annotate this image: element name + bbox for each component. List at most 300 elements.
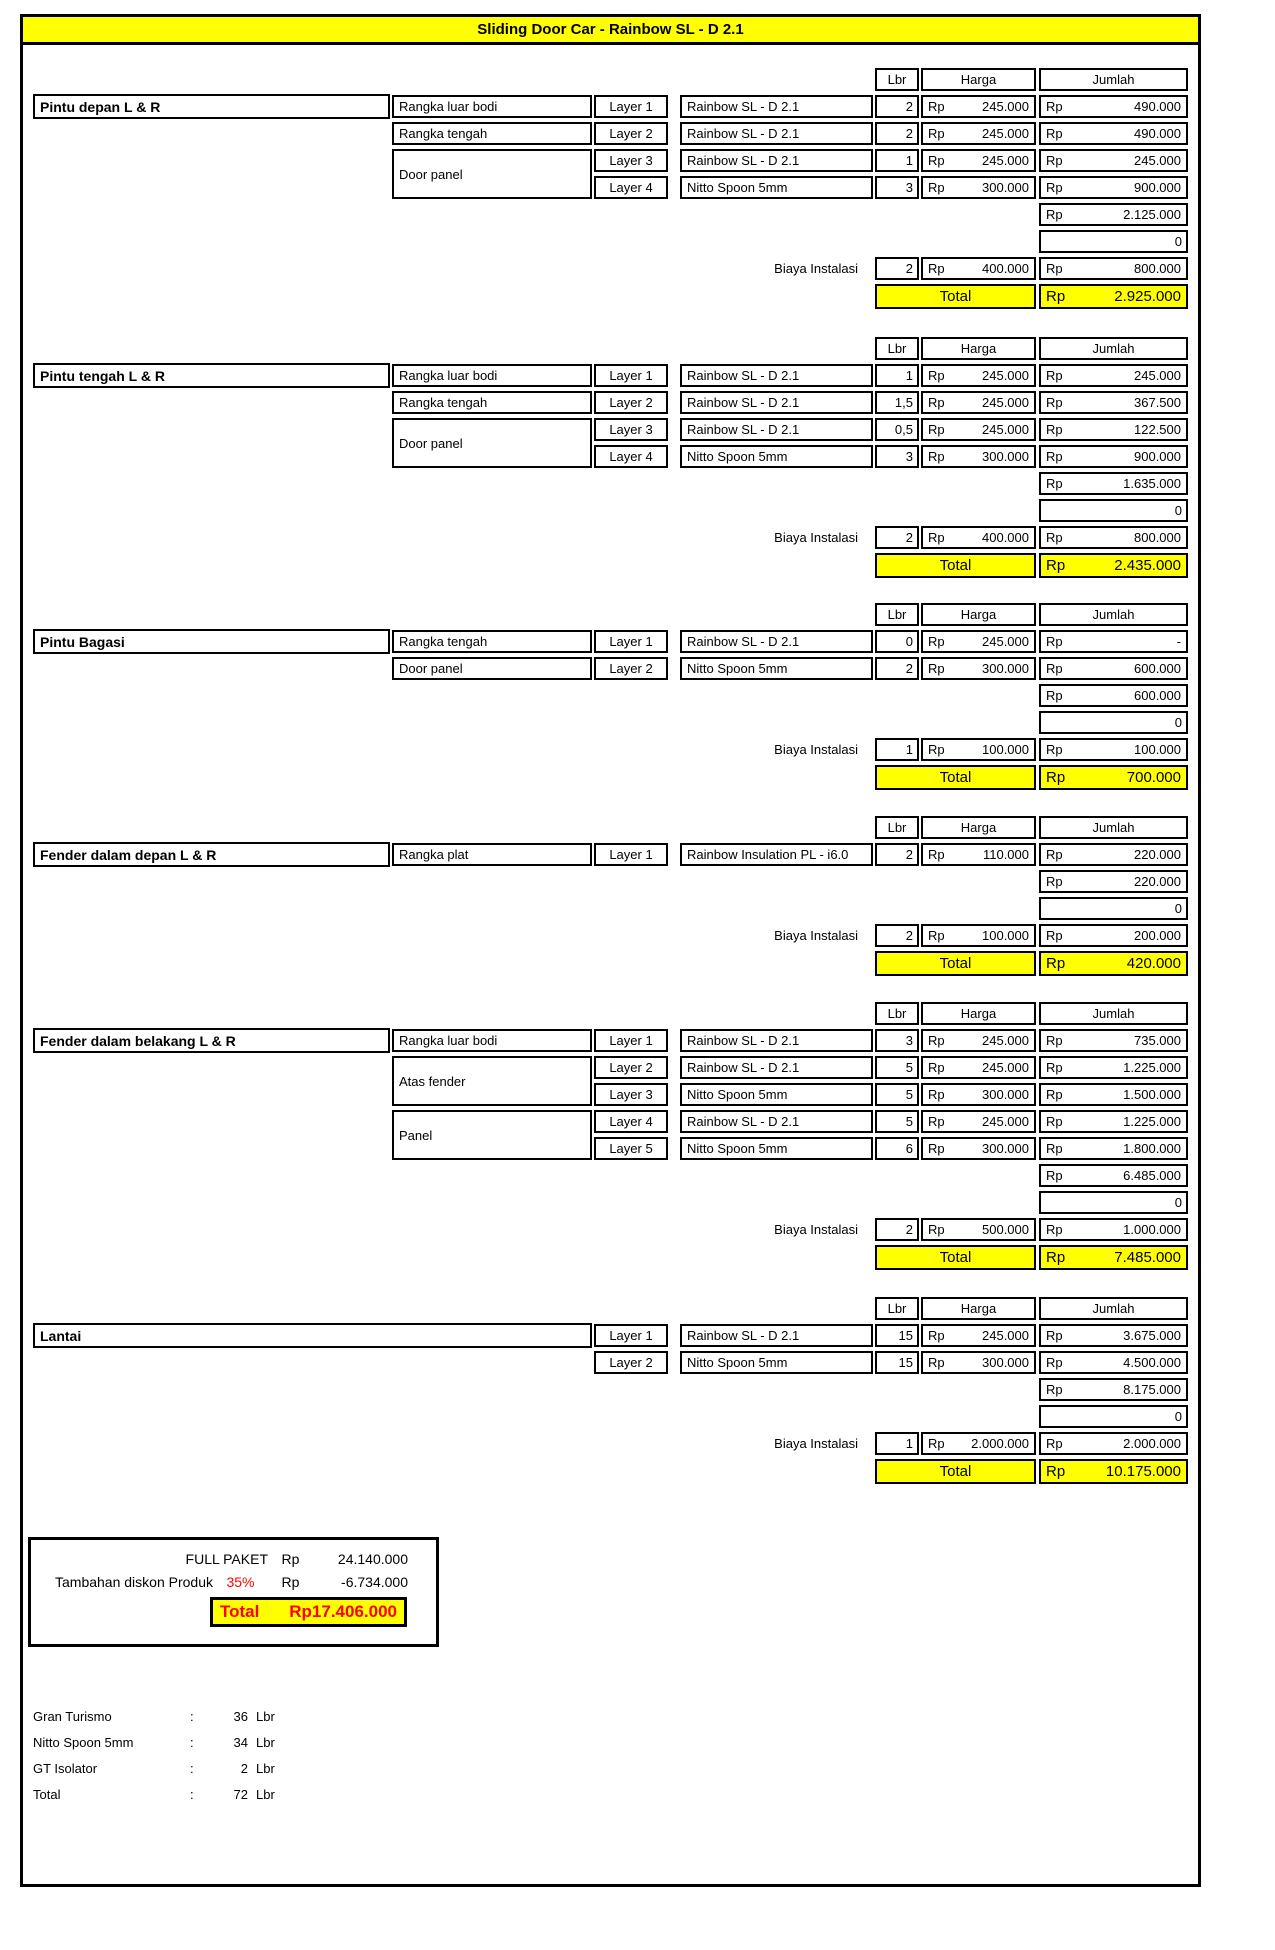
jumlah-value: 490.000 xyxy=(1134,99,1181,114)
material-cell xyxy=(680,1110,873,1133)
harga-value: 245.000 xyxy=(982,368,1029,383)
installation-label xyxy=(600,1218,867,1241)
layer-label: Layer 2 xyxy=(609,395,653,410)
jumlah-value: 600.000 xyxy=(1134,661,1181,676)
lbr-value: 0,5 xyxy=(894,422,913,437)
layer-cell xyxy=(594,391,668,414)
part-cell xyxy=(392,1056,592,1106)
currency-label: Rp xyxy=(1046,207,1063,222)
installation-lbr-value: 2 xyxy=(905,1222,913,1237)
currency-label: Rp xyxy=(928,661,945,676)
installation-harga xyxy=(921,924,1036,947)
material-unit: Lbr xyxy=(256,1786,275,1802)
harga-value: 245.000 xyxy=(982,1033,1029,1048)
summary-box xyxy=(28,1537,439,1647)
part-cell xyxy=(392,630,592,653)
installation-jumlah-value: 800.000 xyxy=(1134,261,1181,276)
installation-label-text: Biaya Instalasi xyxy=(774,1436,858,1451)
part-label: Door panel xyxy=(399,435,463,451)
material-row xyxy=(33,1729,296,1755)
subtotal-cell xyxy=(1039,1164,1188,1187)
lbr-cell xyxy=(875,1029,919,1052)
discount-row xyxy=(43,1570,408,1593)
part-label: Rangka plat xyxy=(399,847,469,862)
currency-label: Rp xyxy=(1046,557,1066,574)
layer-label: Layer 4 xyxy=(609,1114,653,1129)
harga-cell xyxy=(921,657,1036,680)
jumlah-cell xyxy=(1039,657,1188,680)
zero-value: 0 xyxy=(1174,1409,1182,1424)
harga-value: 300.000 xyxy=(982,1355,1029,1370)
harga-value: 245.000 xyxy=(982,153,1029,168)
layer-label: Layer 4 xyxy=(609,449,653,464)
material-cell xyxy=(680,418,873,441)
discount-value: -6.734.000 xyxy=(341,1573,408,1590)
jumlah-cell xyxy=(1039,1324,1188,1347)
currency-label: Rp xyxy=(928,1033,945,1048)
currency-label: Rp xyxy=(928,634,945,649)
layer-label: Layer 2 xyxy=(609,1060,653,1075)
subtotal-value: 600.000 xyxy=(1134,688,1181,703)
grand-total-value: Rp17.406.000 xyxy=(289,1602,397,1621)
currency-label: Rp xyxy=(1046,928,1063,943)
currency-label: Rp xyxy=(1046,1355,1063,1370)
section-title-label: Pintu depan L & R xyxy=(40,98,161,115)
part-cell xyxy=(392,1029,592,1052)
lbr-cell xyxy=(875,1110,919,1133)
harga-value: 300.000 xyxy=(982,449,1029,464)
col-header-label: Jumlah xyxy=(1092,341,1135,356)
material-cell xyxy=(680,364,873,387)
harga-value: 245.000 xyxy=(982,1114,1029,1129)
jumlah-value: 1.225.000 xyxy=(1123,1060,1181,1075)
material-cell xyxy=(680,1351,873,1374)
discount-label: Tambahan diskon Produk xyxy=(55,1573,213,1590)
col-header-label: Lbr xyxy=(887,820,907,835)
harga-value: 300.000 xyxy=(982,1087,1029,1102)
currency-label: Rp xyxy=(928,99,945,114)
part-cell xyxy=(392,657,592,680)
subtotal-value: 2.125.000 xyxy=(1123,207,1181,222)
total-label-text: Total xyxy=(939,557,972,574)
material-label: Rainbow SL - D 2.1 xyxy=(687,1060,800,1075)
layer-label: Layer 1 xyxy=(609,368,653,383)
material-cell xyxy=(680,1083,873,1106)
section-total-label xyxy=(875,553,1036,578)
part-label: Atas fender xyxy=(399,1073,466,1089)
layer-label: Layer 1 xyxy=(609,1033,653,1048)
layer-cell xyxy=(594,843,668,866)
material-cell xyxy=(680,657,873,680)
installation-jumlah xyxy=(1039,924,1188,947)
col-header-label: Harga xyxy=(960,607,997,622)
installation-lbr-value: 1 xyxy=(905,1436,913,1451)
installation-jumlah-value: 100.000 xyxy=(1134,742,1181,757)
harga-value: 110.000 xyxy=(982,847,1029,862)
currency-label: Rp xyxy=(1046,1463,1066,1480)
col-header-lbr xyxy=(875,68,919,91)
col-header-label: Harga xyxy=(960,341,997,356)
currency-label: Rp xyxy=(928,742,945,757)
currency-label: Rp xyxy=(928,1087,945,1102)
section-title-label: Lantai xyxy=(40,1327,82,1344)
currency-label: Rp xyxy=(1046,1168,1063,1183)
jumlah-cell xyxy=(1039,122,1188,145)
installation-label xyxy=(600,257,867,280)
lbr-value: 0 xyxy=(905,634,913,649)
lbr-cell xyxy=(875,1056,919,1079)
currency-label: Rp xyxy=(928,261,945,276)
harga-cell xyxy=(921,149,1036,172)
harga-value: 300.000 xyxy=(982,1141,1029,1156)
jumlah-value: - xyxy=(1176,634,1181,649)
installation-label-text: Biaya Instalasi xyxy=(774,261,858,276)
layer-cell xyxy=(594,176,668,199)
material-label: Rainbow SL - D 2.1 xyxy=(687,126,800,141)
currency-label: Rp xyxy=(1046,422,1063,437)
installation-lbr xyxy=(875,257,919,280)
installation-lbr xyxy=(875,526,919,549)
harga-cell xyxy=(921,843,1036,866)
material-cell xyxy=(680,630,873,653)
jumlah-cell xyxy=(1039,364,1188,387)
zero-value: 0 xyxy=(1174,503,1182,518)
col-header-label: Harga xyxy=(960,820,997,835)
currency-label: Rp xyxy=(1046,126,1063,141)
material-label: Nitto Spoon 5mm xyxy=(687,1355,788,1370)
jumlah-value: 367.500 xyxy=(1134,395,1181,410)
material-cell xyxy=(680,1056,873,1079)
material-cell xyxy=(680,1324,873,1347)
currency-label: Rp xyxy=(1046,288,1066,305)
currency-label: Rp xyxy=(928,1328,945,1343)
installation-lbr-value: 2 xyxy=(905,530,913,545)
harga-cell xyxy=(921,1137,1036,1160)
material-unit: Lbr xyxy=(256,1708,275,1724)
grand-total-label: Total xyxy=(220,1602,260,1621)
material-name: Gran Turismo xyxy=(33,1708,112,1724)
layer-cell xyxy=(594,657,668,680)
currency-label: Rp xyxy=(1046,1222,1063,1237)
installation-harga xyxy=(921,1432,1036,1455)
col-header-jumlah xyxy=(1039,816,1188,839)
layer-cell xyxy=(594,364,668,387)
part-cell xyxy=(392,364,592,387)
material-cell xyxy=(680,176,873,199)
discount-percent: 35% xyxy=(226,1573,255,1590)
zero-value: 0 xyxy=(1174,901,1182,916)
harga-cell xyxy=(921,391,1036,414)
currency-label: Rp xyxy=(928,126,945,141)
jumlah-value: 1.500.000 xyxy=(1123,1087,1181,1102)
col-header-jumlah xyxy=(1039,1297,1188,1320)
installation-label-text: Biaya Instalasi xyxy=(774,1222,858,1237)
jumlah-value: 220.000 xyxy=(1134,847,1181,862)
section-title xyxy=(33,1028,390,1053)
jumlah-value: 1.225.000 xyxy=(1123,1114,1181,1129)
layer-cell xyxy=(594,1137,668,1160)
currency-label: Rp xyxy=(928,1222,945,1237)
col-header-lbr xyxy=(875,1002,919,1025)
installation-harga-value: 100.000 xyxy=(982,928,1029,943)
section-total-value xyxy=(1039,1459,1188,1484)
section-total-label xyxy=(875,1245,1036,1270)
material-cell xyxy=(680,445,873,468)
lbr-cell xyxy=(875,1351,919,1374)
subtotal-cell xyxy=(1039,1378,1188,1401)
jumlah-cell xyxy=(1039,176,1188,199)
harga-cell xyxy=(921,1351,1036,1374)
material-qty: 36 xyxy=(233,1708,248,1724)
subtotal-cell xyxy=(1039,472,1188,495)
layer-cell xyxy=(594,1324,668,1347)
section-title xyxy=(33,629,390,654)
lbr-cell xyxy=(875,95,919,118)
material-cell xyxy=(680,1029,873,1052)
currency-label: Rp xyxy=(1046,476,1063,491)
lbr-value: 3 xyxy=(905,1033,913,1048)
jumlah-value: 735.000 xyxy=(1134,1033,1181,1048)
currency-label: Rp xyxy=(928,1114,945,1129)
currency-label: Rp xyxy=(1046,688,1063,703)
jumlah-cell xyxy=(1039,1110,1188,1133)
lbr-cell xyxy=(875,1083,919,1106)
jumlah-cell xyxy=(1039,418,1188,441)
material-unit: Lbr xyxy=(256,1760,275,1776)
harga-value: 245.000 xyxy=(982,634,1029,649)
part-cell xyxy=(392,95,592,118)
material-cell xyxy=(680,149,873,172)
jumlah-cell xyxy=(1039,95,1188,118)
material-label: Rainbow SL - D 2.1 xyxy=(687,99,800,114)
lbr-cell xyxy=(875,176,919,199)
zero-cell xyxy=(1039,897,1188,920)
separator: : xyxy=(190,1786,194,1802)
lbr-value: 5 xyxy=(905,1087,913,1102)
col-header-label: Lbr xyxy=(887,1301,907,1316)
part-cell xyxy=(392,391,592,414)
col-header-label: Lbr xyxy=(887,1006,907,1021)
harga-cell xyxy=(921,418,1036,441)
lbr-value: 6 xyxy=(905,1141,913,1156)
currency-label: Rp xyxy=(1046,1382,1063,1397)
currency-label: Rp xyxy=(928,1355,945,1370)
harga-cell xyxy=(921,445,1036,468)
harga-value: 300.000 xyxy=(982,180,1029,195)
col-header-harga xyxy=(921,337,1036,360)
full-paket-label: FULL PAKET xyxy=(185,1550,268,1567)
col-header-jumlah xyxy=(1039,337,1188,360)
col-header-harga xyxy=(921,816,1036,839)
jumlah-cell xyxy=(1039,391,1188,414)
currency-label: Rp xyxy=(928,1060,945,1075)
layer-label: Layer 1 xyxy=(609,99,653,114)
subtotal-value: 6.485.000 xyxy=(1123,1168,1181,1183)
currency-label: Rp xyxy=(928,928,945,943)
layer-label: Layer 5 xyxy=(609,1141,653,1156)
currency-label: Rp xyxy=(1046,153,1063,168)
lbr-value: 15 xyxy=(898,1355,913,1370)
col-header-label: Harga xyxy=(960,1006,997,1021)
installation-label xyxy=(600,924,867,947)
currency-label: Rp xyxy=(928,449,945,464)
layer-cell xyxy=(594,1110,668,1133)
currency-label: Rp xyxy=(928,422,945,437)
currency-label: Rp xyxy=(1046,1141,1063,1156)
installation-harga xyxy=(921,526,1036,549)
total-label-text: Total xyxy=(939,955,972,972)
section-total-label xyxy=(875,765,1036,790)
material-label: Rainbow SL - D 2.1 xyxy=(687,153,800,168)
layer-label: Layer 1 xyxy=(609,634,653,649)
col-header-label: Lbr xyxy=(887,72,907,87)
part-label: Rangka tengah xyxy=(399,126,488,141)
layer-cell xyxy=(594,445,668,468)
zero-cell xyxy=(1039,711,1188,734)
col-header-label: Jumlah xyxy=(1092,820,1135,835)
harga-value: 245.000 xyxy=(982,99,1029,114)
lbr-value: 3 xyxy=(905,449,913,464)
jumlah-value: 900.000 xyxy=(1134,449,1181,464)
lbr-cell xyxy=(875,122,919,145)
zero-cell xyxy=(1039,1405,1188,1428)
layer-label: Layer 1 xyxy=(609,1328,653,1343)
col-header-harga xyxy=(921,1297,1036,1320)
installation-jumlah xyxy=(1039,526,1188,549)
material-row xyxy=(33,1781,296,1807)
installation-label xyxy=(600,1432,867,1455)
lbr-value: 2 xyxy=(905,126,913,141)
material-label: Nitto Spoon 5mm xyxy=(687,661,788,676)
part-cell xyxy=(392,843,592,866)
material-label: Nitto Spoon 5mm xyxy=(687,449,788,464)
harga-cell xyxy=(921,95,1036,118)
installation-jumlah xyxy=(1039,738,1188,761)
harga-value: 245.000 xyxy=(982,126,1029,141)
section-total-value xyxy=(1039,284,1188,309)
material-qty: 2 xyxy=(240,1760,248,1776)
full-paket-value: 24.140.000 xyxy=(337,1550,408,1567)
installation-label xyxy=(600,526,867,549)
material-cell xyxy=(680,843,873,866)
currency-label: Rp xyxy=(928,530,945,545)
layer-cell xyxy=(594,418,668,441)
installation-label-text: Biaya Instalasi xyxy=(774,530,858,545)
currency-label: Rp xyxy=(1046,1114,1063,1129)
layer-cell xyxy=(594,95,668,118)
layer-label: Layer 1 xyxy=(609,847,653,862)
lbr-cell xyxy=(875,657,919,680)
subtotal-value: 1.635.000 xyxy=(1123,476,1181,491)
currency-label: Rp xyxy=(1046,99,1063,114)
currency-label: Rp xyxy=(1046,874,1063,889)
jumlah-cell xyxy=(1039,843,1188,866)
lbr-value: 5 xyxy=(905,1060,913,1075)
currency-label: Rp xyxy=(1046,661,1063,676)
material-cell xyxy=(680,122,873,145)
lbr-cell xyxy=(875,1324,919,1347)
lbr-value: 1,5 xyxy=(894,395,913,410)
currency-label: Rp xyxy=(1046,1033,1063,1048)
currency-label: Rp xyxy=(1046,395,1063,410)
section-total-label xyxy=(875,284,1036,309)
lbr-cell xyxy=(875,630,919,653)
currency-label: Rp xyxy=(1046,368,1063,383)
lbr-cell xyxy=(875,149,919,172)
col-header-lbr xyxy=(875,816,919,839)
lbr-cell xyxy=(875,391,919,414)
currency-label: Rp xyxy=(1046,634,1063,649)
currency-label: Rp xyxy=(281,1573,300,1590)
part-label: Door panel xyxy=(399,661,463,676)
total-amount: 700.000 xyxy=(1126,769,1181,786)
harga-cell xyxy=(921,364,1036,387)
material-row xyxy=(33,1703,296,1729)
material-label: Rainbow SL - D 2.1 xyxy=(687,634,800,649)
lbr-value: 2 xyxy=(905,661,913,676)
total-label-text: Total xyxy=(939,769,972,786)
total-amount: 420.000 xyxy=(1126,955,1181,972)
subtotal-value: 8.175.000 xyxy=(1123,1382,1181,1397)
section-title-label: Pintu Bagasi xyxy=(40,633,125,650)
total-label-text: Total xyxy=(939,288,972,305)
installation-jumlah-value: 1.000.000 xyxy=(1123,1222,1181,1237)
section-total-value xyxy=(1039,1245,1188,1270)
col-header-lbr xyxy=(875,1297,919,1320)
currency-label: Rp xyxy=(1046,742,1063,757)
subtotal-cell xyxy=(1039,870,1188,893)
part-cell xyxy=(392,1110,592,1160)
section-title xyxy=(33,94,390,119)
col-header-jumlah xyxy=(1039,1002,1188,1025)
col-header-label: Harga xyxy=(960,1301,997,1316)
section-title-label: Fender dalam depan L & R xyxy=(40,846,217,863)
material-row xyxy=(33,1755,296,1781)
layer-label: Layer 3 xyxy=(609,422,653,437)
material-cell xyxy=(680,391,873,414)
col-header-jumlah xyxy=(1039,603,1188,626)
material-label: Rainbow SL - D 2.1 xyxy=(687,422,800,437)
part-cell xyxy=(392,149,592,199)
col-header-label: Jumlah xyxy=(1092,607,1135,622)
lbr-value: 15 xyxy=(898,1328,913,1343)
installation-jumlah-value: 800.000 xyxy=(1134,530,1181,545)
currency-label: Rp xyxy=(1046,449,1063,464)
layer-label: Layer 2 xyxy=(609,1355,653,1370)
installation-jumlah-value: 200.000 xyxy=(1134,928,1181,943)
installation-lbr-value: 2 xyxy=(905,928,913,943)
section-title-label: Fender dalam belakang L & R xyxy=(40,1032,236,1049)
material-label: Rainbow SL - D 2.1 xyxy=(687,368,800,383)
part-label: Rangka luar bodi xyxy=(399,1033,498,1048)
subtotal-cell xyxy=(1039,203,1188,226)
col-header-label: Lbr xyxy=(887,607,907,622)
jumlah-value: 900.000 xyxy=(1134,180,1181,195)
section-total-value xyxy=(1039,553,1188,578)
installation-harga-value: 400.000 xyxy=(982,530,1029,545)
installation-harga xyxy=(921,1218,1036,1241)
section-title xyxy=(33,1323,592,1348)
material-label: Rainbow SL - D 2.1 xyxy=(687,1114,800,1129)
harga-value: 300.000 xyxy=(982,661,1029,676)
lbr-value: 5 xyxy=(905,1114,913,1129)
separator: : xyxy=(190,1734,194,1750)
material-label: Rainbow Insulation PL - i6.0 xyxy=(687,847,849,862)
layer-cell xyxy=(594,1029,668,1052)
currency-label: Rp xyxy=(928,180,945,195)
layer-cell xyxy=(594,630,668,653)
harga-cell xyxy=(921,1083,1036,1106)
